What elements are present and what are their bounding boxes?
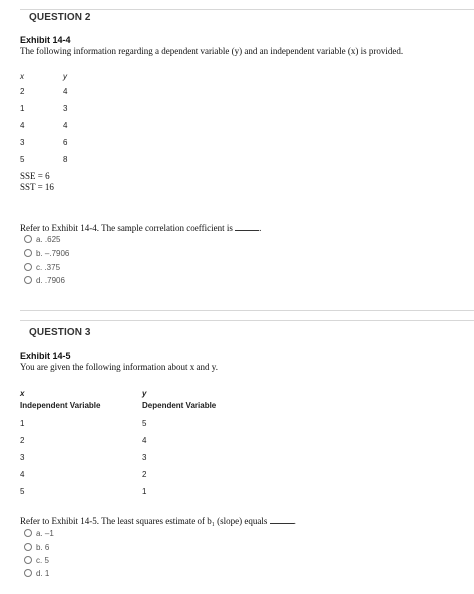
- question-2-prompt: [20, 222, 261, 233]
- q3-column-y-header: y: [142, 389, 147, 398]
- q3-row-2-x: 2: [20, 436, 25, 445]
- q3-option-a-label: a. –1: [36, 528, 54, 538]
- q2-column-x-header: x: [20, 72, 24, 81]
- q2-option-b-label: b. –.7906: [36, 248, 70, 258]
- exhibit-14-4-intro: The following information regarding a dependent variable (y) and an independent variable (x) is provided.: [20, 46, 404, 56]
- radio-button-icon[interactable]: [24, 569, 32, 577]
- q3-column-x-subheader: Independent Variable: [20, 401, 101, 410]
- radio-button-icon[interactable]: [24, 263, 32, 271]
- q2-row-5-y: 8: [63, 155, 68, 164]
- question-2-heading: QUESTION 2: [29, 12, 91, 23]
- q3-column-x-header: x: [20, 389, 25, 398]
- q2-row-3-y: 4: [63, 121, 68, 130]
- q3-column-y-subheader: Dependent Variable: [142, 401, 217, 410]
- q2-option-d[interactable]: [24, 275, 65, 285]
- q3-option-a[interactable]: [24, 528, 54, 538]
- q3-row-4-x: 4: [20, 470, 25, 479]
- q2-row-1-x: 2: [20, 87, 25, 96]
- q3-row-3-x: 3: [20, 453, 25, 462]
- radio-button-icon[interactable]: [24, 235, 32, 243]
- answer-blank: [235, 222, 262, 233]
- question-3-prompt-text: Refer to Exhibit 14-5. The least squares estimate of b₁ (slope) equals: [20, 516, 268, 526]
- q3-option-d-label: d. 1: [36, 568, 50, 578]
- question-3-heading: QUESTION 3: [29, 327, 91, 338]
- radio-button-icon[interactable]: [24, 543, 32, 551]
- q2-option-c-label: c. .375: [36, 262, 61, 272]
- exhibit-14-5-intro: You are given the following information about x and y.: [20, 362, 218, 372]
- answer-blank: [270, 515, 294, 524]
- q2-row-3-x: 4: [20, 121, 25, 130]
- question-2-prompt-tail: .: [259, 223, 262, 233]
- q2-option-c[interactable]: [24, 262, 60, 272]
- q3-option-b-label: b. 6: [36, 542, 50, 552]
- q3-option-c[interactable]: [24, 555, 49, 565]
- radio-button-icon[interactable]: [24, 249, 32, 257]
- exhibit-14-4-title: Exhibit 14-4: [20, 35, 71, 45]
- radio-button-icon[interactable]: [24, 276, 32, 284]
- q2-row-5-x: 5: [20, 155, 25, 164]
- q3-option-c-label: c. 5: [36, 555, 49, 565]
- q3-row-5-y: 1: [142, 487, 147, 496]
- q3-option-d[interactable]: [24, 568, 49, 578]
- q3-option-b[interactable]: [24, 542, 49, 552]
- q2-option-a[interactable]: [24, 234, 60, 244]
- sse-value: SSE = 6: [20, 171, 50, 181]
- question-3-prompt: [20, 515, 296, 526]
- q3-row-1-x: 1: [20, 419, 25, 428]
- q2-row-1-y: 4: [63, 87, 68, 96]
- radio-button-icon[interactable]: [24, 556, 32, 564]
- radio-button-icon[interactable]: [24, 529, 32, 537]
- q3-row-4-y: 2: [142, 470, 147, 479]
- q2-row-4-y: 6: [63, 138, 68, 147]
- q2-row-2-y: 3: [63, 104, 68, 113]
- q3-row-3-y: 3: [142, 453, 147, 462]
- q3-row-2-y: 4: [142, 436, 147, 445]
- q3-top-divider: [20, 310, 474, 311]
- q2-row-2-x: 1: [20, 104, 25, 113]
- exhibit-14-5-title: Exhibit 14-5: [20, 351, 71, 361]
- q2-option-b[interactable]: [24, 248, 69, 258]
- sst-value: SST = 16: [20, 182, 54, 192]
- q3-heading-divider: [20, 320, 474, 321]
- q3-row-1-y: 5: [142, 419, 147, 428]
- q2-column-y-header: y: [63, 72, 67, 81]
- q2-option-d-label: d. .7906: [36, 275, 65, 285]
- q2-row-4-x: 3: [20, 138, 25, 147]
- top-divider: [20, 9, 474, 10]
- question-3-prompt-tail: .: [293, 516, 296, 526]
- q2-option-a-label: a. .625: [36, 234, 61, 244]
- q3-row-5-x: 5: [20, 487, 25, 496]
- question-2-prompt-text: Refer to Exhibit 14-4. The sample correlation coefficient is: [20, 223, 233, 233]
